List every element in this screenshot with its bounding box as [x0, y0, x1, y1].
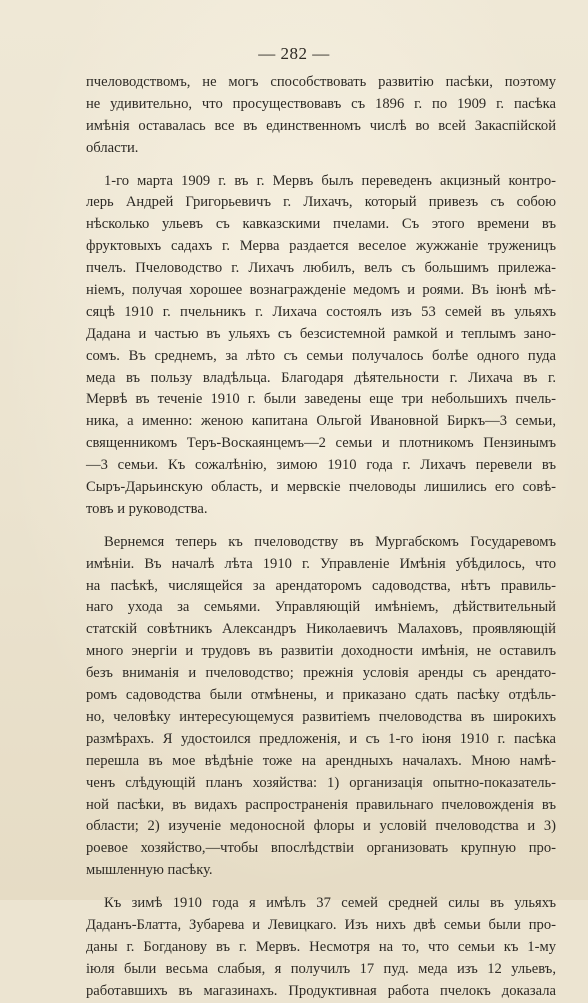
text-line: области; 2) изученiе медоносной флоры и условiй пчеловодства и 3) — [86, 818, 556, 835]
text-line: имѣнiи. Въ началѣ лѣта 1910 г. Управленiе Имѣнiя убѣдилось, что — [86, 555, 556, 572]
text-line: мышленную пасѣку. — [86, 862, 213, 879]
text-line: статскiй совѣтникъ Александръ Николаевичъ Малаховъ, проявляющiй — [86, 621, 556, 638]
body-text — [86, 72, 556, 1003]
paragraph-gap — [86, 521, 556, 532]
text-line: пчеловодствомъ, не могъ способствовать развитiю пасѣки, поэтому — [86, 74, 556, 90]
page-number: — 282 — — [258, 44, 330, 63]
text-line: Даданъ-Блатта, Зубарева и Левицкаго. Изъ нихъ двѣ семьи были про- — [86, 916, 556, 933]
text-line: нѣсколько ульевъ съ кавказскими пчелами. Съ этого времени въ — [86, 216, 556, 233]
text-line: пчелъ. Пчеловодство г. Лихачъ любилъ, велъ съ большимъ прилежа- — [86, 260, 556, 277]
text-line: меда въ пользу владѣльца. Благодаря дѣятельности г. Лихача въ г. — [86, 369, 556, 386]
text-line: размѣрахъ. Я удостоился предложенiя, и съ 1-го iюня 1910 г. пасѣка — [86, 730, 556, 747]
text-line: на пасѣкѣ, числящейся за арендаторомъ садоводства, нѣтъ правиль- — [86, 577, 556, 594]
text-line: ромъ садоводства были отмѣнены, и приказано сдать пасѣку отдѣль- — [86, 687, 556, 704]
text-line: 1-го марта 1909 г. въ г. Мервъ былъ переведенъ акцизный контро- — [104, 172, 556, 189]
text-line: много энергiи и трудовъ въ развитiи доходности имѣнiя, не оставилъ — [86, 643, 556, 660]
text-line: ной пасѣки, въ видахъ распространенiя правильнаго пчеловожденiя въ — [86, 796, 556, 813]
text-line: но, человѣку интересующемуся развитiемъ пчеловодства въ широкихъ — [86, 708, 556, 725]
text-line: наго ухода за семьями. Управляющiй имѣнiемъ, дѣйствительный — [86, 599, 556, 616]
paragraph — [86, 171, 556, 521]
text-line: Дадана и частью въ ульяхъ съ безсистемной рамкой и теплымъ зано- — [86, 325, 556, 342]
text-line: нiемъ, получая хорошее вознагражденiе медомъ и роями. Въ iюнѣ мѣ- — [86, 282, 556, 299]
paragraph — [86, 893, 556, 1002]
text-line: Къ зимѣ 1910 года я имѣлъ 37 семей средней силы въ ульяхъ — [104, 895, 556, 912]
paragraph-gap — [86, 160, 556, 171]
text-line: ченъ слѣдующiй планъ хозяйства: 1) организацiя опытно-показатель- — [86, 774, 556, 791]
text-line: перешла въ мое вѣдѣнiе тоже на арендныхъ началахъ. Мною намѣ- — [86, 752, 556, 769]
text-line: безъ вниманiя и пчеловодство; прежнiя условiя аренды съ арендато- — [86, 665, 556, 682]
text-line: Вернемся теперь къ пчеловодству въ Мургабскомъ Государевомъ — [104, 533, 556, 550]
text-line: фруктовыхъ садахъ г. Мерва раздается веселое жужжанiе труженицъ — [86, 238, 556, 255]
text-line: имѣнiя оставалась все въ единственномъ числѣ во всей Закаспiйской — [86, 117, 556, 134]
text-line: Сыръ-Дарьинскую область, и мервскiе пчеловоды лишились его совѣ- — [86, 479, 556, 496]
text-line: священникомъ Теръ-Воскаянцемъ—2 семьи и плотникомъ Пензинымъ — [86, 435, 556, 452]
text-line: сомъ. Въ среднемъ, за лѣто съ семьи получалось болѣе одного пуда — [86, 347, 556, 364]
paragraph-gap — [86, 882, 556, 893]
paragraph — [86, 72, 556, 160]
text-line: сяцѣ 1910 г. пчельникъ г. Лихача состоялъ изъ 53 семей въ ульяхъ — [86, 303, 556, 320]
text-line: —3 семьи. Къ сожалѣнiю, зимою 1910 года г. Лихачъ перевели въ — [86, 457, 556, 474]
text-line: не удивительно, что просуществовавъ съ 1896 г. по 1909 г. пасѣка — [86, 95, 556, 112]
text-line: iюля были весьма слабыя, я получилъ 17 пуд. меда изъ 12 ульевъ, — [86, 960, 556, 977]
text-line: роевое хозяйство,—чтобы впослѣдствiи организовать крупную про- — [86, 840, 556, 857]
text-line: работавшихъ въ магазинахъ. Продуктивная работа пчелокъ доказала — [86, 982, 556, 999]
text-line: Мервѣ въ теченiе 1910 г. были заведены еще три небольшихъ пчель- — [86, 391, 556, 408]
text-line: товъ и руководства. — [86, 500, 208, 517]
text-line: даны г. Богданову въ г. Мервъ. Несмотря на то, что семьи къ 1-му — [86, 938, 556, 955]
paragraph — [86, 532, 556, 882]
text-line: области. — [86, 139, 139, 156]
text-line: ника, а именно: женою капитана Ольгой Ивановной Биркъ—3 семьи, — [86, 413, 556, 430]
text-line: лерь Андрей Григорьевичъ г. Лихачъ, который привезъ съ собою — [86, 194, 556, 211]
